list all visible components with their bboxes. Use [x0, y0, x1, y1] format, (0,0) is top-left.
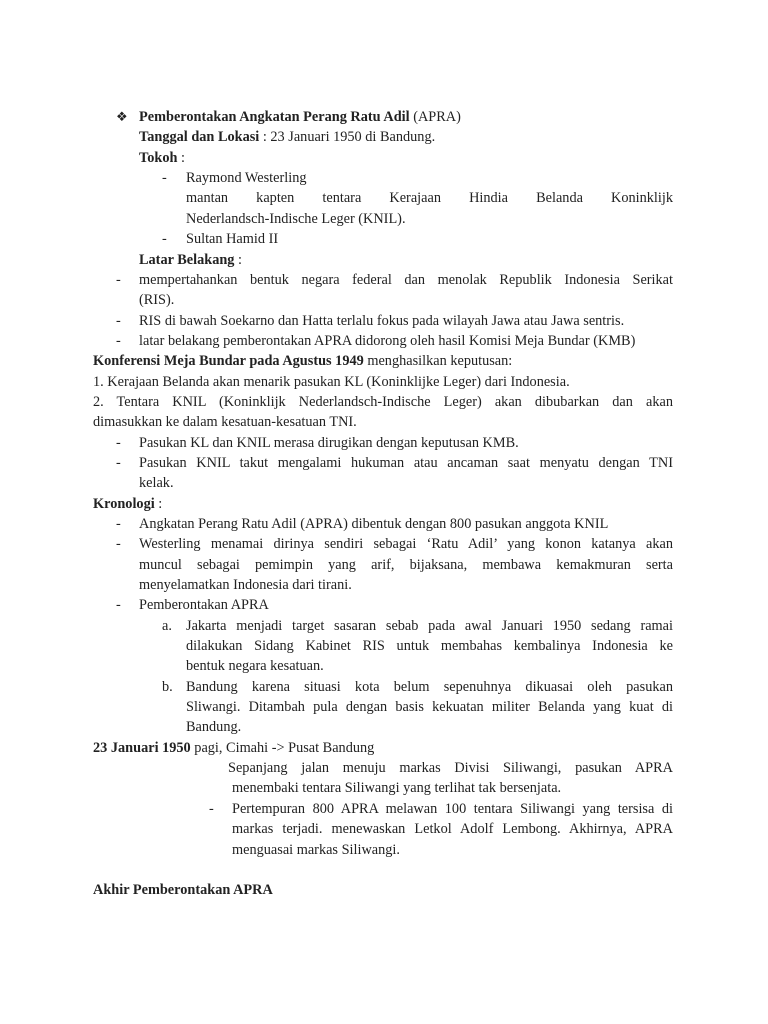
chronology-item-2-line3: menyelamatkan Indonesia dari tirani.	[139, 577, 352, 593]
kmb-dash-1: -	[116, 435, 121, 451]
jan23-para-line1: Sepanjang jalan menuju markas Divisi Siliwangi, pasukan APRA	[228, 760, 673, 776]
background-dash-1: -	[116, 272, 121, 288]
background-colon: :	[234, 252, 243, 268]
ending-heading: Akhir Pemberontakan APRA	[93, 882, 273, 898]
background-item-1-line2: (RIS).	[139, 292, 175, 308]
jan23-heading	[93, 738, 374, 758]
kmb-heading-bold: Konferensi Meja Bundar pada Agustus 1949	[93, 353, 364, 369]
kmb-decision-1: 1. Kerajaan Belanda akan menarik pasukan KL (Koninklijke Leger) dari Indonesia.	[93, 374, 570, 390]
background-label: Latar Belakang	[139, 252, 235, 268]
sub-a-line1: Jakarta menjadi target sasaran sebab pada awal Januari 1950 sedang ramai	[186, 618, 673, 634]
battle-line1: Pertempuran 800 APRA melawan 100 tentara Siliwangi yang tersisa di	[232, 801, 673, 817]
background-item-2: RIS di bawah Soekarno dan Hatta terlalu fokus pada wilayah Jawa atau Jawa sentris.	[139, 313, 625, 329]
chronology-label: Kronologi	[93, 496, 155, 512]
chronology-dash-2: -	[116, 536, 121, 552]
date-location-value: : 23 Januari 1950 di Bandung.	[259, 129, 436, 145]
chronology-dash-3: -	[116, 597, 121, 613]
figure-name-westerling: Raymond Westerling	[186, 170, 307, 186]
sub-a-marker: a.	[162, 618, 172, 634]
kmb-heading-rest: menghasilkan keputusan:	[363, 353, 513, 369]
jan23-date: 23 Januari 1950	[93, 740, 191, 756]
diamond-bullet-icon: ❖	[116, 109, 128, 124]
kmb-decision-2-line1: 2. Tentara KNIL (Koninklijk Nederlandsch-Indische Leger) akan dibubarkan dan akan	[93, 394, 673, 410]
sub-b-line2: Sliwangi. Ditambah pula dengan basis kekuatan militer Belanda yang kuat di	[186, 699, 673, 715]
chronology-dash-1: -	[116, 516, 121, 532]
chronology-item-1: Angkatan Perang Ratu Adil (APRA) dibentuk dengan 800 pasukan anggota KNIL	[139, 516, 609, 532]
kmb-item-2-line2: kelak.	[139, 475, 174, 491]
apra-title-rest: (APRA)	[409, 109, 461, 125]
background-heading	[139, 250, 242, 270]
sub-b-marker: b.	[162, 679, 173, 695]
chronology-heading	[93, 494, 162, 514]
kmb-heading	[93, 351, 512, 371]
figures-label: Tokoh	[139, 150, 178, 166]
background-dash-3: -	[116, 333, 121, 349]
sub-b-line1: Bandung karena situasi kota belum sepenuhnya dikuasai oleh pasukan	[186, 679, 673, 695]
figure-dash-1: -	[162, 170, 167, 186]
date-location-label: Tanggal dan Lokasi	[139, 129, 260, 145]
figures-heading	[139, 148, 185, 168]
apra-title	[139, 107, 461, 127]
background-item-1-line1: mempertahankan bentuk negara federal dan menolak Republik Indonesia Serikat	[139, 272, 673, 288]
kmb-dash-2: -	[116, 455, 121, 471]
chronology-item-2-line1: Westerling menamai dirinya sendiri sebagai ‘Ratu Adil’ yang konon katanya akan	[139, 536, 673, 552]
jan23-route: pagi, Cimahi -> Pusat Bandung	[190, 740, 375, 756]
figure-dash-2: -	[162, 231, 167, 247]
figure-desc-line2: Nederlandsch-Indische Leger (KNIL).	[186, 211, 406, 227]
date-location	[139, 127, 435, 147]
chronology-colon: :	[154, 496, 163, 512]
sub-a-line2: dilakukan Sidang Kabinet RIS untuk membahas kembalinya Indonesia ke	[186, 638, 673, 654]
chronology-item-3: Pemberontakan APRA	[139, 597, 269, 613]
sub-a-line3: bentuk negara kesatuan.	[186, 658, 324, 674]
jan23-dash: -	[209, 801, 214, 817]
chronology-item-2-line2: muncul sebagai pemimpin yang arif, bijaksana, membawa kemakmuran serta	[139, 557, 673, 573]
background-dash-2: -	[116, 313, 121, 329]
kmb-item-1: Pasukan KL dan KNIL merasa dirugikan dengan keputusan KMB.	[139, 435, 519, 451]
figure-desc-line1: mantan kapten tentara Kerajaan Hindia Belanda Koninklijk	[186, 190, 673, 206]
sub-b-line3: Bandung.	[186, 719, 242, 735]
kmb-item-2-line1: Pasukan KNIL takut mengalami hukuman atau ancaman saat menyatu dengan TNI	[139, 455, 673, 471]
figure-name-hamid: Sultan Hamid II	[186, 231, 279, 247]
background-item-3: latar belakang pemberontakan APRA didorong oleh hasil Komisi Meja Bundar (KMB)	[139, 333, 636, 349]
apra-title-bold: Pemberontakan Angkatan Perang Ratu Adil	[139, 109, 410, 125]
battle-line3: menguasai markas Siliwangi.	[232, 842, 400, 858]
kmb-decision-2-line2: dimasukkan ke dalam kesatuan-kesatuan TNI.	[93, 414, 357, 430]
figures-colon: :	[177, 150, 185, 166]
battle-line2: markas terjadi. menewaskan Letkol Adolf Lembong. Akhirnya, APRA	[232, 821, 673, 837]
jan23-para-line2: menembaki tentara Siliwangi yang terlihat tak bersenjata.	[232, 780, 562, 796]
